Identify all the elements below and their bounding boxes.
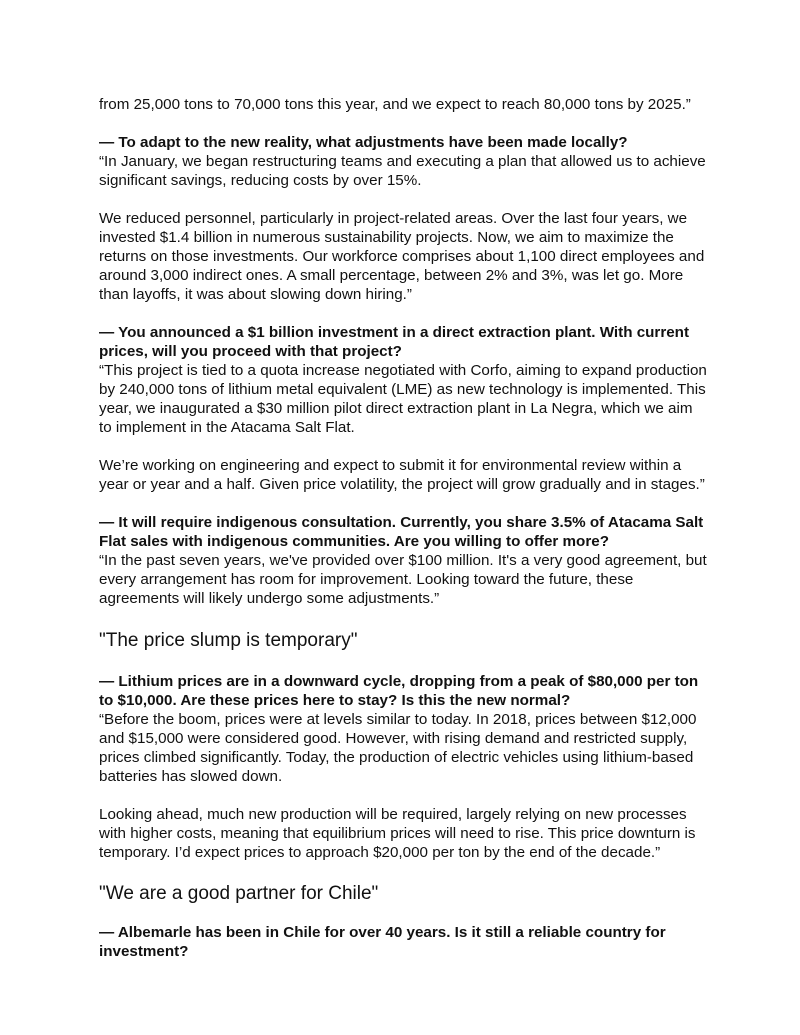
section-heading-price-slump: "The price slump is temporary" bbox=[99, 630, 358, 651]
question-prices: — Lithium prices are in a downward cycle, dropping from a peak of $80,000 per ton to $10,000. Are these prices here to stay? Is this the new normal? bbox=[99, 673, 699, 709]
article-body bbox=[99, 95, 709, 961]
answer-prices-p2: Looking ahead, much new production will be required, largely relying on new processes with higher costs, meaning that equilibrium prices will need to rise. This price downturn is temporary. I’d expect prices to approach $20,000 per ton by the end of the decade.” bbox=[99, 806, 696, 861]
intro-paragraph: from 25,000 tons to 70,000 tons this year, and we expect to reach 80,000 tons by 2025.” bbox=[99, 96, 691, 113]
answer-investment-p2: We’re working on engineering and expect to submit it for environmental review within a year or year and a half. Given price volatility, the project will grow gradually and in stages.” bbox=[99, 457, 705, 493]
answer-investment-p1: “This project is tied to a quota increase negotiated with Corfo, aiming to expand production by 240,000 tons of lithium metal equivalent (LME) as new technology is implemented. This year, we inaugurated a $30 million pilot direct extraction plant in La Negra, which we aim to implement in the Atacama Salt Flat. bbox=[99, 362, 707, 436]
question-indigenous: — It will require indigenous consultation. Currently, you share 3.5% of Atacama Salt Flat sales with indigenous communities. Are you willing to offer more? bbox=[99, 514, 704, 550]
answer-adjustments-p1: “In January, we began restructuring teams and executing a plan that allowed us to achieve significant savings, reducing costs by over 15%. bbox=[99, 153, 706, 189]
answer-indigenous-p1: “In the past seven years, we've provided over $100 million. It's a very good agreement, but every arrangement has room for improvement. Looking toward the future, these agreements will likely undergo some adjustments.” bbox=[99, 552, 707, 607]
question-reliable-country: — Albemarle has been in Chile for over 40 years. Is it still a reliable country for investment? bbox=[99, 924, 666, 960]
section-heading-good-partner: "We are a good partner for Chile" bbox=[99, 883, 379, 904]
question-adjustments: — To adapt to the new reality, what adjustments have been made locally? bbox=[99, 134, 628, 151]
answer-prices-p1: “Before the boom, prices were at levels similar to today. In 2018, prices between $12,000 and $15,000 were considered good. However, with rising demand and restricted supply, prices climbed significantly. Today, the production of electric vehicles using lithium-based batteries has slowed down. bbox=[99, 711, 697, 785]
question-investment: — You announced a $1 billion investment in a direct extraction plant. With current prices, will you proceed with that project? bbox=[99, 324, 690, 360]
answer-adjustments-p2: We reduced personnel, particularly in project-related areas. Over the last four years, we invested $1.4 billion in numerous sustainability projects. Now, we aim to maximize the returns on those investments. Our workforce comprises about 1,100 direct employees and around 3,000 indirect ones. A small percentage, between 2% and 3%, was let go. More than layoffs, it was about slowing down hiring.” bbox=[99, 210, 705, 303]
